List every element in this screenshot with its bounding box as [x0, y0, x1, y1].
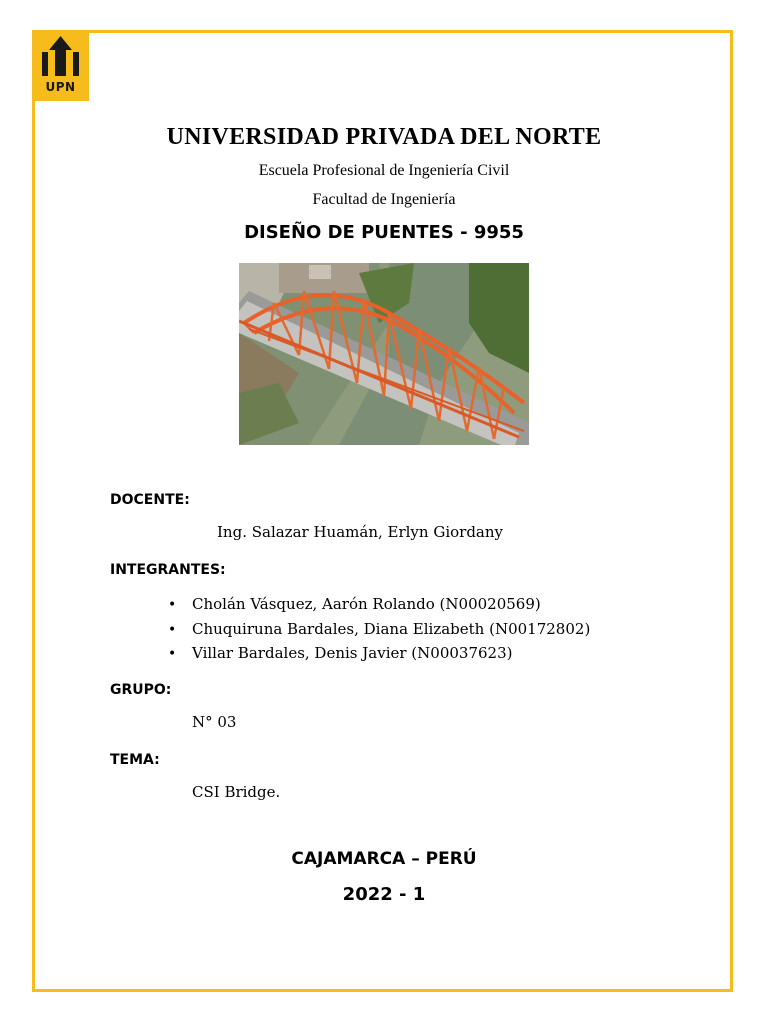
docente-name: Ing. Salazar Huamán, Erlyn Giordany — [217, 523, 503, 541]
logo-text: UPN — [45, 80, 76, 94]
course-title: DISEÑO DE PUENTES - 9955 — [244, 222, 524, 243]
tema-label: TEMA: — [110, 752, 160, 768]
integrantes-label: INTEGRANTES: — [110, 562, 226, 578]
faculty-name: Facultad de Ingeniería — [312, 191, 456, 208]
tema-value: CSI Bridge. — [192, 783, 281, 801]
list-item: • Villar Bardales, Denis Javier (N00037623) — [168, 641, 590, 666]
docente-label: DOCENTE: — [110, 492, 190, 508]
list-item: • Chuquiruna Bardales, Diana Elizabeth (N00172802) — [168, 617, 590, 642]
location: CAJAMARCA – PERÚ — [291, 849, 477, 869]
bridge-photo — [239, 263, 529, 445]
upn-logo — [32, 30, 89, 101]
university-title: UNIVERSIDAD PRIVADA DEL NORTE — [166, 124, 602, 150]
upn-arrow-icon — [32, 30, 89, 82]
members-list — [168, 592, 590, 666]
academic-period: 2022 - 1 — [342, 884, 426, 905]
grupo-value: N° 03 — [192, 713, 237, 731]
list-item: • Cholán Vásquez, Aarón Rolando (N00020569) — [168, 592, 590, 617]
school-name: Escuela Profesional de Ingeniería Civil — [258, 162, 510, 179]
grupo-label: GRUPO: — [110, 682, 172, 698]
